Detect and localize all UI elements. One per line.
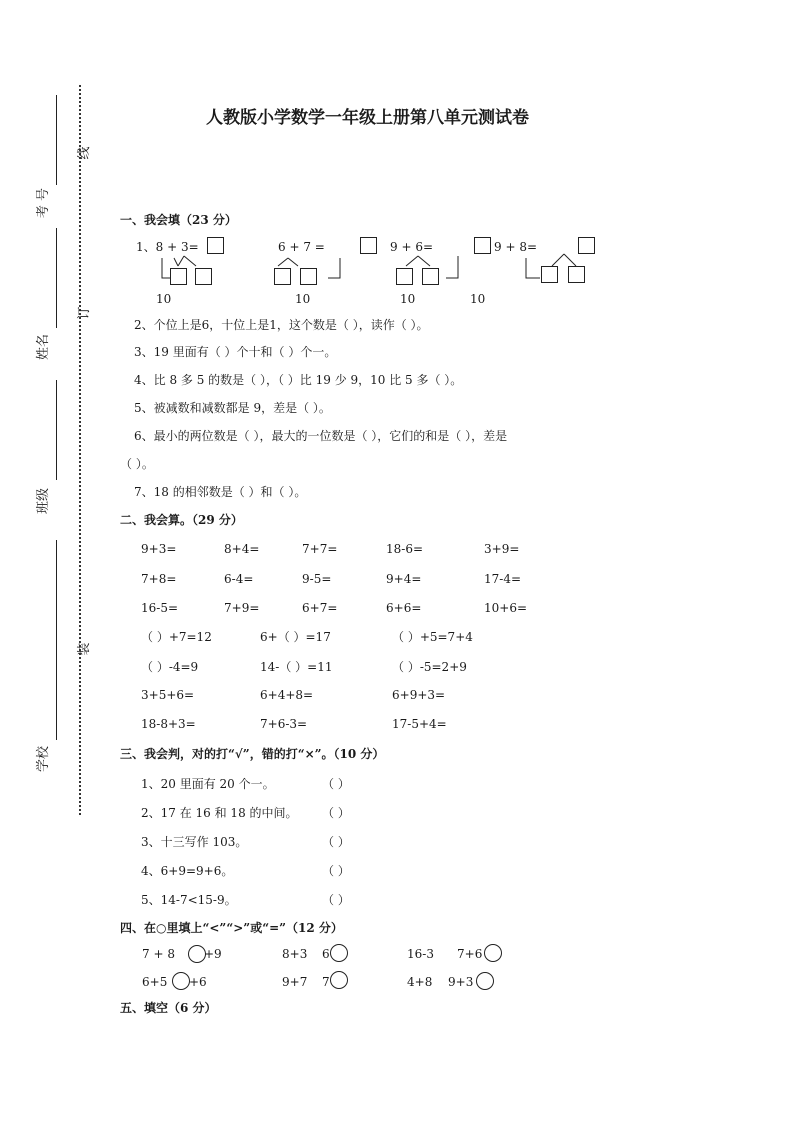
s1-question-5: 5、被减数和减数都是 9，差是（ ）。 [134, 401, 331, 415]
s1-question-7: 7、18 的相邻数是（ ）和（ ）。 [134, 485, 307, 499]
tree-3-answer-box[interactable] [474, 237, 491, 254]
compare-r2-c3-right: 9+3 [448, 975, 474, 989]
binding-line-3 [56, 380, 57, 480]
calc-r3-c4: 6+6= [386, 601, 422, 615]
calc-r7-c3: 17-5+4= [392, 717, 447, 731]
binding-mark-line: 线 [77, 146, 92, 160]
s1-question-4: 4、比 8 多 5 的数是（ ），（ ）比 19 少 9，10 比 5 多（ ）。 [134, 373, 463, 387]
compare-r2-c3-left: 4+8 [407, 975, 433, 989]
binding-label-name: 姓名 [36, 334, 51, 361]
judge-item-4: 4、6+9=9+6。 [141, 864, 234, 878]
binding-label-class: 班级 [36, 488, 51, 515]
calc-r1-c4: 18-6= [386, 542, 424, 556]
tree-3-expression: 9 + 6= [390, 240, 434, 254]
tree-4-expression: 9 + 8= [494, 240, 538, 254]
tree-2-expression: 6 + 7 = [278, 240, 325, 254]
calc-r5-c1: （ ）-4=9 [141, 660, 199, 674]
binding-line-1 [56, 95, 57, 185]
compare-r2-c3-circle[interactable] [476, 972, 494, 990]
tree-1-split-box-a[interactable] [170, 268, 187, 285]
compare-r2-c2-left: 9+7 [282, 975, 308, 989]
s1-question-2: 2、个位上是6，十位上是1，这个数是（ ），读作（ ）。 [134, 318, 429, 332]
tree-2-split-box-a[interactable] [274, 268, 291, 285]
calc-r6-c3: 6+9+3= [392, 688, 446, 702]
judge-mark-3[interactable]: （ ） [322, 835, 350, 849]
section-5-heading: 五、填空（6 分） [120, 1001, 217, 1015]
tree-1-ten: 10 [156, 292, 172, 306]
calc-r1-c2: 8+4= [224, 542, 260, 556]
compare-r1-c2-circle[interactable] [330, 944, 348, 962]
binding-line-2 [56, 228, 57, 328]
calc-r5-c3: （ ）-5=2+9 [392, 660, 467, 674]
calc-r5-c2: 14-（ ）=11 [260, 660, 333, 674]
judge-mark-2[interactable]: （ ） [322, 806, 350, 820]
calc-r1-c1: 9+3= [141, 542, 177, 556]
judge-item-2: 2、17 在 16 和 18 的中间。 [141, 806, 298, 820]
calc-r7-c1: 18-8+3= [141, 717, 196, 731]
s1-question-6a: 6、最小的两位数是（ ），最大的一位数是（ ），它们的和是（ ），差是 [134, 429, 508, 443]
judge-mark-5[interactable]: （ ） [322, 893, 350, 907]
calc-r4-c1: （ ）+7=12 [141, 630, 212, 644]
binding-label-exam-number: 考 号 [36, 187, 51, 219]
calc-r7-c2: 7+6-3= [260, 717, 308, 731]
calc-r1-c5: 3+9= [484, 542, 520, 556]
judge-item-1: 1、20 里面有 20 个一。 [141, 777, 275, 791]
calc-r2-c3: 9-5= [302, 572, 332, 586]
tree-4-split-box-a[interactable] [541, 266, 558, 283]
calc-r2-c1: 7+8= [141, 572, 177, 586]
tree-1-split-box-b[interactable] [195, 268, 212, 285]
tree-3-split-box-b[interactable] [422, 268, 439, 285]
compare-r1-c3-left: 16-3 [407, 947, 434, 961]
tree-3-split-box-a[interactable] [396, 268, 413, 285]
tree-2-answer-box[interactable] [360, 237, 377, 254]
binding-line-4 [56, 540, 57, 740]
tree-1-expression: 1、8 + 3= [136, 240, 199, 254]
compare-r2-c1-left: 6+5 [142, 975, 168, 989]
calc-r1-c3: 7+7= [302, 542, 338, 556]
calc-r2-c2: 6-4= [224, 572, 254, 586]
calc-r2-c4: 9+4= [386, 572, 422, 586]
page-title: 人教版小学数学一年级上册第八单元测试卷 [206, 108, 529, 128]
tree-4-branches [520, 252, 600, 282]
section-3-heading: 三、我会判，对的打“√”，错的打“×”。（10 分） [120, 747, 385, 761]
calc-r6-c1: 3+5+6= [141, 688, 195, 702]
binding-mark-install: 装 [77, 642, 92, 656]
compare-r2-c1-circle[interactable] [172, 972, 190, 990]
judge-item-5: 5、14-7<15-9。 [141, 893, 237, 907]
calc-r3-c2: 7+9= [224, 601, 260, 615]
tree-4-split-box-b[interactable] [568, 266, 585, 283]
s1-question-3: 3、19 里面有（ ）个十和（ ）个一。 [134, 345, 337, 359]
calc-r3-c5: 10+6= [484, 601, 528, 615]
calc-r4-c3: （ ）+5=7+4 [392, 630, 473, 644]
calc-r3-c3: 6+7= [302, 601, 338, 615]
section-2-heading: 二、我会算。（29 分） [120, 513, 243, 527]
calc-r3-c1: 16-5= [141, 601, 179, 615]
compare-r1-c1-left: 7 + 8 [142, 947, 175, 961]
judge-mark-1[interactable]: （ ） [322, 777, 350, 791]
calc-r6-c2: 6+4+8= [260, 688, 314, 702]
compare-r1-c2-right: 6 [322, 947, 330, 961]
binding-mark-bind: 订 [77, 306, 92, 320]
compare-r1-c3-right: 7+6 [457, 947, 483, 961]
judge-item-3: 3、十三写作 103。 [141, 835, 248, 849]
tree-2-split-box-b[interactable] [300, 268, 317, 285]
calc-r2-c5: 17-4= [484, 572, 522, 586]
binding-dotted-line [79, 85, 81, 815]
s1-question-6b: （ ）。 [120, 457, 154, 471]
tree-3-ten: 10 [400, 292, 416, 306]
section-1-heading: 一、我会填（23 分） [120, 213, 237, 227]
compare-r2-c1-right: +6 [189, 975, 207, 989]
compare-r2-c2-circle[interactable] [330, 971, 348, 989]
compare-r2-c2-right: 7 [322, 975, 330, 989]
compare-r1-c3-circle[interactable] [484, 944, 502, 962]
calc-r4-c2: 6+（ ）=17 [260, 630, 331, 644]
judge-mark-4[interactable]: （ ） [322, 864, 350, 878]
section-4-heading: 四、在○里填上“<”“>”或“=”（12 分） [120, 921, 343, 935]
tree-2-ten: 10 [295, 292, 311, 306]
compare-r1-c2-left: 8+3 [282, 947, 308, 961]
tree-3-ten-extra: 10 [470, 292, 486, 306]
binding-label-school: 学校 [36, 746, 51, 773]
compare-r1-c1-right: +9 [204, 947, 222, 961]
